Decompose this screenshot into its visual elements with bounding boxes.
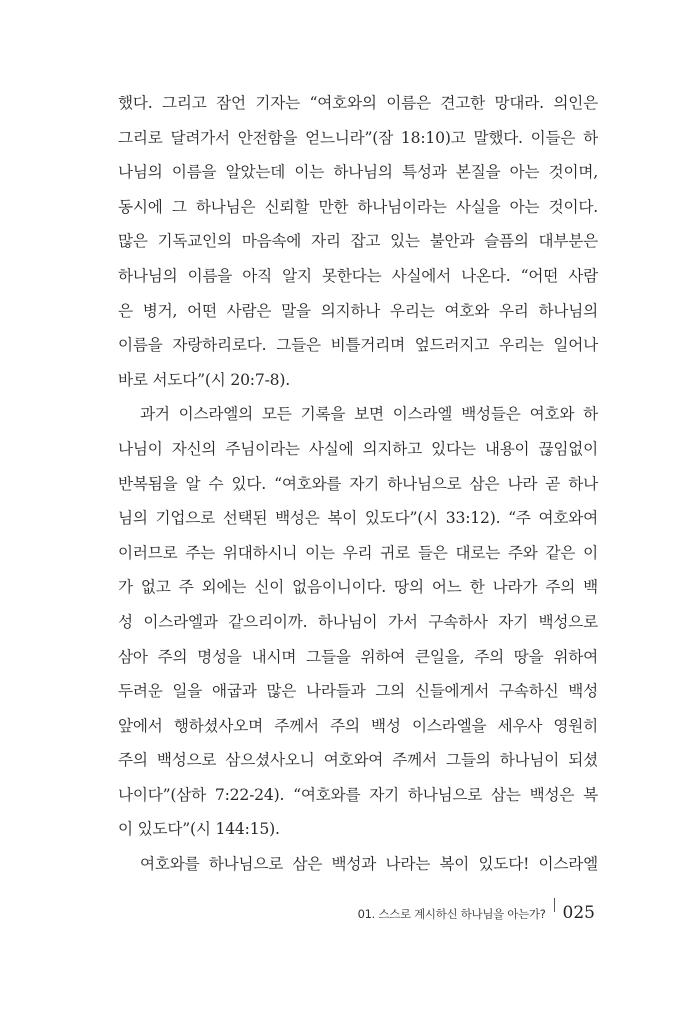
text-line: 두려운 일을 애굽과 많은 나라들과 그의 신들에게서 구속하신 백성	[118, 682, 598, 701]
text-line: 하나님의 이름을 아직 알지 못한다는 사실에서 나온다. “어떤 사람	[118, 266, 598, 285]
text-line: 바로 서도다”(시 20:7-8).	[118, 370, 290, 389]
chapter-title: 01. 스스로 계시하신 하나님을 아는가?	[357, 907, 546, 921]
page-number: 025	[562, 903, 595, 923]
text-line: 나님이 자신의 주님이라는 사실에 의지하고 있다는 내용이 끊임없이	[118, 439, 598, 458]
text-line: 이 있도다”(시 144:15).	[118, 820, 280, 839]
text-line: 은 병거, 어떤 사람은 말을 의지하나 우리는 여호와 우리 하나님의	[118, 301, 598, 320]
page-footer	[358, 903, 595, 923]
text-line: 이러므로 주는 위대하시니 이는 우리 귀로 들은 대로는 주와 같은 이	[118, 543, 598, 562]
text-line: 님의 기업으로 선택된 백성은 복이 있도다”(시 33:12). “주 여호와여	[118, 509, 598, 528]
text-line: 나님의 이름을 알았는데 이는 하나님의 특성과 본질을 아는 것이며,	[118, 163, 598, 182]
text-line: 삼아 주의 명성을 내시며 그들을 위하여 큰일을, 주의 땅을 위하여	[118, 647, 598, 666]
text-line: 여호와를 하나님으로 삼은 백성과 나라는 복이 있도다! 이스라엘	[140, 855, 598, 874]
text-line: 과거 이스라엘의 모든 기록을 보면 이스라엘 백성들은 여호와 하	[140, 405, 598, 424]
text-line: 성 이스라엘과 같으리이까. 하나님이 가서 구속하사 자기 백성으로	[118, 612, 598, 631]
text-line: 했다. 그리고 잠언 기자는 “여호와의 이름은 견고한 망대라. 의인은	[118, 94, 598, 112]
text-line: 그리로 달려가서 안전함을 얻느니라”(잠 18:10)고 말했다. 이들은 하	[118, 128, 598, 147]
text-line: 동시에 그 하나님은 신뢰할 만한 하나님이라는 사실을 아는 것이다.	[118, 197, 598, 216]
text-line: 가 없고 주 외에는 신이 없음이니이다. 땅의 어느 한 나라가 주의 백	[118, 578, 598, 597]
text-line: 이름을 자랑하리로다. 그들은 비틀거리며 엎드러지고 우리는 일어나	[118, 336, 598, 355]
text-line: 주의 백성으로 삼으셨사오니 여호와여 주께서 그들의 하나님이 되셨	[118, 751, 598, 770]
body-text	[118, 86, 598, 882]
text-line: 많은 기독교인의 마음속에 자리 잡고 있는 불안과 슬픔의 대부분은	[118, 232, 598, 251]
text-line: 나이다”(삼하 7:22-24). “여호와를 자기 하나님으로 삼는 백성은 복	[118, 785, 598, 804]
text-line: 반복됨을 알 수 있다. “여호와를 자기 하나님으로 삼은 나라 곧 하나	[118, 474, 598, 493]
footer-divider	[554, 898, 555, 912]
text-line: 앞에서 행하셨사오며 주께서 주의 백성 이스라엘을 세우사 영원히	[118, 716, 598, 735]
